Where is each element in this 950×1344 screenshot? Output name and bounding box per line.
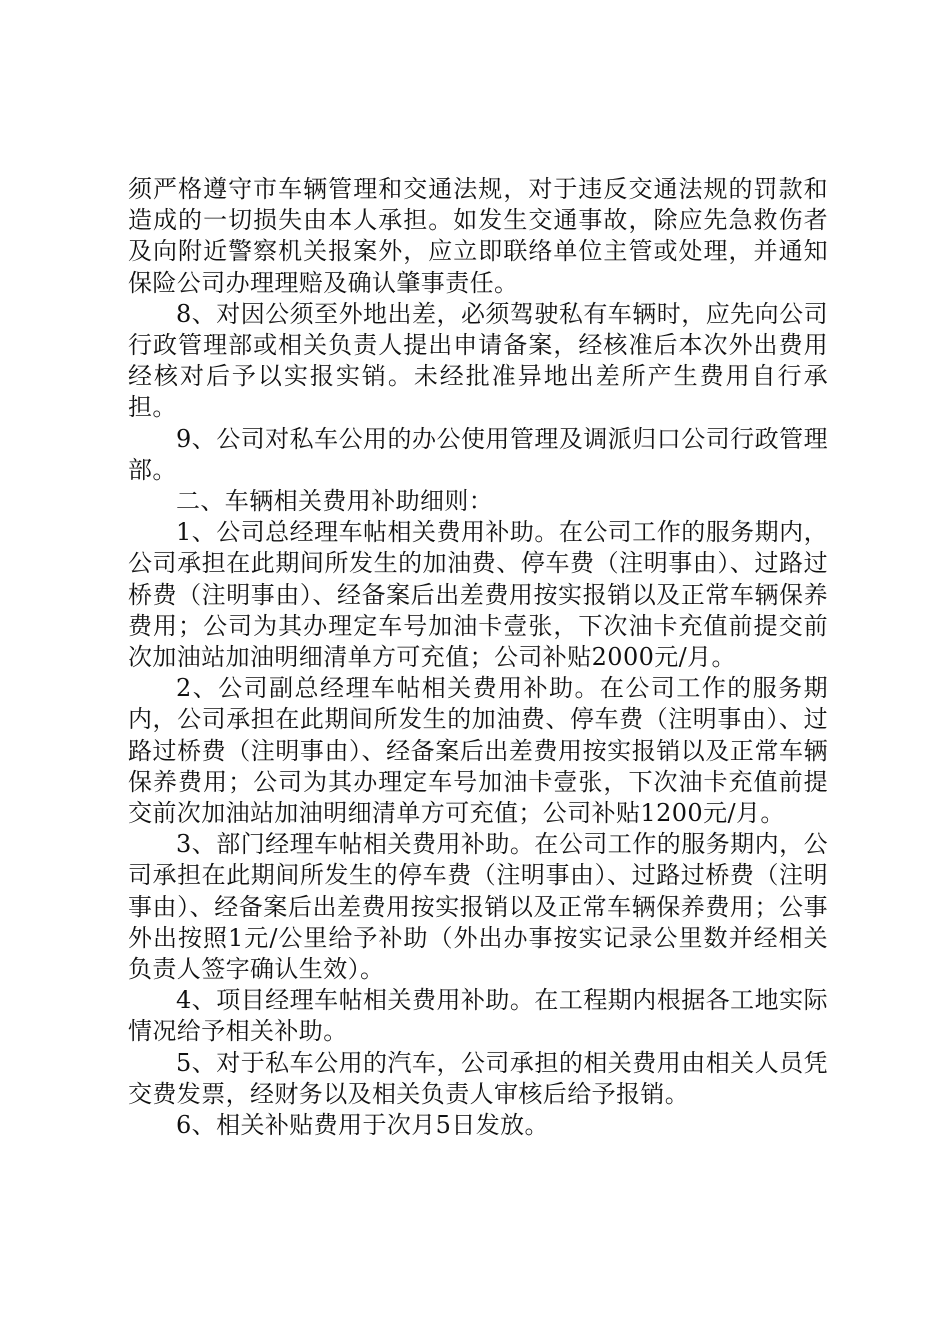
document-body	[128, 174, 828, 1141]
paragraph-subsidy-2: 2、公司副总经理车帖相关费用补助。在公司工作的服务期内，公司承担在此期间所发生的加油费、停车费（注明事由）、过路过桥费（注明事由）、经备案后出差费用按实报销以及正常车辆保养费用；公司为其办理定车号加油卡壹张，下次油卡充值前提交前次加油站加油明细清单方可充值；公司补贴1200元/月。	[128, 674, 828, 828]
section-heading-vehicle-subsidy: 二、车辆相关费用补助细则：	[176, 487, 494, 516]
paragraph-continuation: 须严格遵守市车辆管理和交通法规，对于违反交通法规的罚款和造成的一切损失由本人承担。如发生交通事故，除应先急救伤者及向附近警察机关报案外，应立即联络单位主管或处理，并通知保险公司办理理赔及确认肇事责任。	[128, 175, 828, 297]
paragraph-subsidy-6: 6、相关补贴费用于次月5日发放。	[176, 1111, 549, 1140]
paragraph-subsidy-5: 5、对于私车公用的汽车，公司承担的相关费用由相关人员凭交费发票，经财务以及相关负责人审核后给予报销。	[128, 1048, 828, 1108]
paragraph-item-8: 8、对因公须至外地出差，必须驾驶私有车辆时，应先向公司行政管理部或相关负责人提出申请备案，经核准后本次外出费用经核对后予以实报实销。未经批准异地出差所产生费用自行承担。	[128, 299, 828, 422]
paragraph-item-9: 9、公司对私车公用的办公使用管理及调派归口公司行政管理部。	[128, 424, 828, 484]
paragraph-subsidy-1: 1、公司总经理车帖相关费用补助。在公司工作的服务期内，公司承担在此期间所发生的加油费、停车费（注明事由）、过路过桥费（注明事由）、经备案后出差费用按实报销以及正常车辆保养费用；公司为其办理定车号加油卡壹张，下次油卡充值前提交前次加油站加油明细清单方可充值；公司补贴2000元/月。	[128, 518, 828, 672]
paragraph-subsidy-4: 4、项目经理车帖相关费用补助。在工程期内根据各工地实际情况给予相关补助。	[128, 986, 828, 1046]
paragraph-subsidy-3: 3、部门经理车帖相关费用补助。在公司工作的服务期内，公司承担在此期间所发生的停车费（注明事由）、过路过桥费（注明事由）、经备案后出差费用按实报销以及正常车辆保养费用；公事外出按照1元/公里给予补助（外出办事按实记录公里数并经相关负责人签字确认生效）。	[128, 830, 828, 984]
